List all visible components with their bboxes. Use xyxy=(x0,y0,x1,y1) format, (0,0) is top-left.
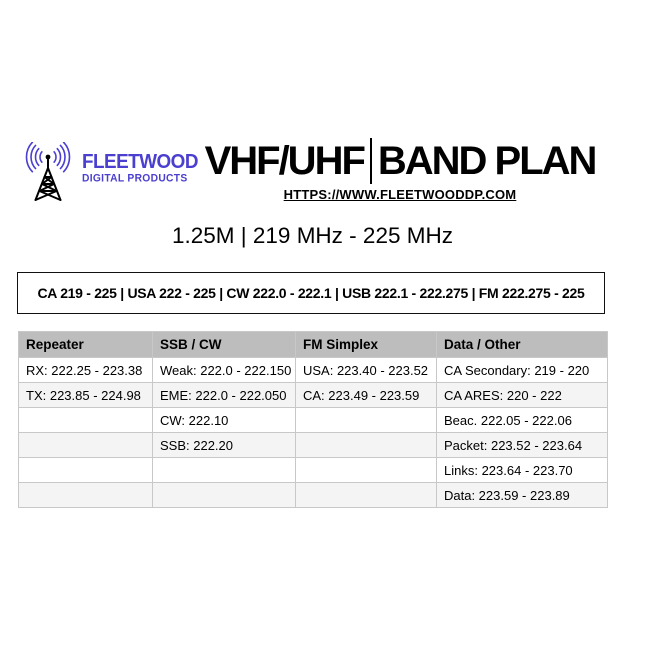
table-cell: CA: 223.49 - 223.59 xyxy=(296,383,437,408)
table-cell xyxy=(296,458,437,483)
table-cell: Packet: 223.52 - 223.64 xyxy=(437,433,608,458)
page-title-part1: VHF/UHF xyxy=(204,139,364,183)
table-cell xyxy=(296,408,437,433)
table-cell xyxy=(19,433,153,458)
table-cell: SSB: 222.20 xyxy=(153,433,296,458)
band-summary-box xyxy=(17,272,605,314)
band-summary-text: CA 219 - 225 | USA 222 - 225 | CW 222.0 - 222.1 | USB 222.1 - 222.275 | FM 222.275 - 225 xyxy=(37,285,585,301)
table-cell xyxy=(19,483,153,508)
table-header-row xyxy=(19,332,608,358)
table-cell: Data: 223.59 - 223.89 xyxy=(437,483,608,508)
table-row xyxy=(19,433,608,458)
logo-text xyxy=(82,150,196,185)
table-cell: EME: 222.0 - 222.050 xyxy=(153,383,296,408)
table-row xyxy=(19,483,608,508)
website-link[interactable]: HTTPS://WWW.FLEETWOODDP.COM xyxy=(283,187,517,202)
table-cell xyxy=(153,458,296,483)
table-cell xyxy=(19,458,153,483)
page-title-part2: BAND PLAN xyxy=(377,139,596,183)
table-cell: Beac. 222.05 - 222.06 xyxy=(437,408,608,433)
logo-subbrand-text: DIGITAL PRODUCTS xyxy=(82,172,188,185)
fleetwood-logo xyxy=(18,142,196,206)
logo-brand-text: FLEETWOOD xyxy=(82,148,198,173)
text-cursor xyxy=(370,138,372,184)
table-cell: Weak: 222.0 - 222.150 xyxy=(153,358,296,383)
column-header-repeater: Repeater xyxy=(19,332,153,358)
column-header-ssb-cw: SSB / CW xyxy=(153,332,296,358)
table-cell: USA: 223.40 - 223.52 xyxy=(296,358,437,383)
table-cell: CW: 222.10 xyxy=(153,408,296,433)
column-header-fm-simplex: FM Simplex xyxy=(296,332,437,358)
table-cell: CA Secondary: 219 - 220 xyxy=(437,358,608,383)
table-row xyxy=(19,383,608,408)
page-title xyxy=(180,136,620,186)
column-header-data-other: Data / Other xyxy=(437,332,608,358)
table-cell xyxy=(296,433,437,458)
table-cell: Links: 223.64 - 223.70 xyxy=(437,458,608,483)
band-subtitle: 1.25M | 219 MHz - 225 MHz xyxy=(172,223,453,248)
title-block xyxy=(180,136,620,204)
table-cell xyxy=(19,408,153,433)
table-cell: RX: 222.25 - 223.38 xyxy=(19,358,153,383)
antenna-tower-icon xyxy=(18,142,80,206)
table-cell xyxy=(296,483,437,508)
table-row xyxy=(19,358,608,383)
table-row xyxy=(19,408,608,433)
table-cell xyxy=(153,483,296,508)
table-cell: CA ARES: 220 - 222 xyxy=(437,383,608,408)
band-plan-table xyxy=(18,331,608,508)
table-cell: TX: 223.85 - 224.98 xyxy=(19,383,153,408)
table-row xyxy=(19,458,608,483)
